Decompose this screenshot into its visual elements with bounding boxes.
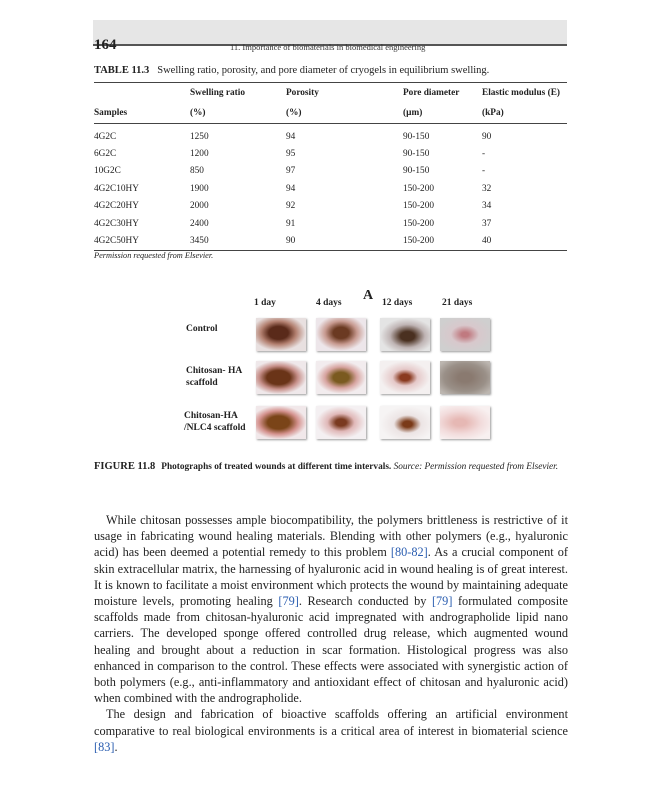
figure-wound-photos (180, 288, 500, 448)
table-row (94, 232, 567, 250)
table-cell: 2400 (190, 218, 209, 229)
page-number: 164 (94, 37, 117, 53)
text: . Research conducted by (298, 594, 432, 609)
table-row (94, 145, 567, 162)
paragraph (94, 706, 568, 755)
wound-photo (380, 406, 430, 439)
column-label: 1 day (254, 298, 276, 308)
table-cell: 1250 (190, 131, 209, 142)
column-label: 21 days (442, 298, 473, 308)
text: While chitosan possesses ample biocompatibility, the polymers brittleness is restrictive of it usage in fabricating wound healing materials. Blending with other polymers (e.g., hyaluronic acid) has been deemed a potential remedy to this problem (94, 513, 568, 560)
row-label-line: Control (186, 324, 218, 334)
wound-photo (256, 318, 306, 351)
wound-photo (316, 406, 366, 439)
table-cell: 32 (482, 183, 492, 194)
table-cell: 2000 (190, 201, 209, 212)
table-header: (%) (190, 102, 286, 124)
table-cell: 37 (482, 218, 492, 229)
wound-photo (316, 361, 366, 394)
data-table (94, 82, 567, 251)
table-cell: 4G2C20HY (94, 201, 139, 212)
table-cell: 90-150 (403, 149, 430, 160)
table-row (94, 124, 567, 146)
table-header: Porosity (286, 87, 319, 98)
table-row (94, 215, 567, 232)
table-row (94, 163, 567, 180)
body-text (94, 512, 568, 755)
table-cell: 94 (286, 183, 296, 194)
text: . As a crucial component of skin extracellular matrix, the harnessing of hyaluronic acid in wound healing is of great interest. It is known to facilitate a moist environment which protects the wound by maintaining adequate moisture levels, promoting healing (94, 545, 568, 609)
table-caption (94, 65, 489, 76)
figure-source: Source: Permission requested from Elsevier. (393, 462, 559, 472)
table-cell: 10G2C (94, 166, 121, 177)
table-cell: - (482, 166, 486, 177)
table-header-row (94, 102, 567, 124)
column-label: 4 days (316, 298, 342, 308)
table-cell: 4G2C10HY (94, 183, 139, 194)
row-label (186, 365, 242, 389)
table-cell: 1900 (190, 183, 209, 194)
text: . (114, 739, 118, 754)
table-header: (%) (286, 102, 403, 124)
wound-photo (440, 406, 490, 439)
wound-photo (380, 318, 430, 351)
table-cell: 6G2C (94, 149, 117, 160)
table-row (94, 180, 567, 197)
panel-label: A (363, 288, 374, 303)
table-header: Elastic modulus (E) (482, 87, 561, 98)
figure-label: FIGURE 11.8 (94, 461, 156, 472)
row-label-line: Chitosan-HA (184, 411, 238, 421)
table-cell: 150-200 (403, 218, 434, 229)
table-note: Permission requested from Elsevier. (94, 251, 214, 260)
table-cell: 850 (190, 166, 204, 177)
table-cell: 94 (286, 131, 296, 142)
row-label-line: /NLC4 scaffold (184, 423, 246, 433)
table-header: Pore diameter (403, 87, 460, 98)
paragraph (94, 512, 568, 706)
wound-photo (440, 361, 490, 394)
text: The design and fabrication of bioactive scaffolds offering an artificial environment comparative to real biological environments is a critical area of interest in biomaterial science (94, 707, 568, 738)
wound-photo (380, 361, 430, 394)
table-cell: 4G2C50HY (94, 236, 139, 247)
running-head: 11. Importance of biomaterials in biomedical engineering (230, 42, 426, 52)
table-cell: 4G2C (94, 131, 117, 142)
table-header: Swelling ratio (190, 87, 246, 98)
table-cell: 97 (286, 166, 296, 177)
table-cell: 150-200 (403, 236, 434, 247)
table-header: (kPa) (482, 102, 567, 124)
table-label: TABLE 11.3 (94, 65, 150, 76)
table-cell: 90-150 (403, 131, 430, 142)
text: formulated composite scaffolds made from chitosan-hyaluronic acid impregnated with andrographolide lipid nano carriers. The developed sponge offered controlled drug release, which augmented wound healing and brought about a reduction in scar formation. Histological progress was also enhanced in comparison to the control. These effects were associated with synergistic action of both polymers (e.g., anti-inflammatory and antioxidant effect of chitosan and hyaluronic acid) when combined with the andrographolide. (94, 594, 568, 706)
table-cell: 150-200 (403, 201, 434, 212)
citation-link[interactable]: [79] (431, 594, 453, 609)
table-cell: 1200 (190, 149, 209, 160)
table-cell: 92 (286, 201, 296, 212)
table-cell: 4G2C30HY (94, 218, 139, 229)
figure-caption-text: Photographs of treated wounds at different time intervals. (161, 462, 392, 472)
wound-photo (256, 406, 306, 439)
table-cell: - (482, 149, 486, 160)
citation-link[interactable]: [83] (94, 739, 115, 754)
row-label (184, 410, 246, 434)
table-cell: 90 (482, 131, 492, 142)
table-header-row (94, 83, 567, 103)
table-header: (µm) (403, 102, 482, 124)
table-cell: 90-150 (403, 166, 430, 177)
column-label: 12 days (382, 298, 413, 308)
table-cell: 150-200 (403, 183, 434, 194)
row-label (186, 323, 218, 335)
table-cell: 3450 (190, 236, 209, 247)
table-row (94, 198, 567, 215)
table-cell: 90 (286, 236, 296, 247)
table-header: Samples (94, 102, 190, 124)
row-label-line: Chitosan- HA (186, 366, 243, 376)
wound-photo (256, 361, 306, 394)
wound-photo (316, 318, 366, 351)
row-label-line: scaffold (186, 378, 218, 388)
citation-link[interactable]: [79] (278, 594, 299, 609)
citation-link[interactable]: [80-82] (390, 545, 428, 560)
table-cell: 91 (286, 218, 296, 229)
table-caption-text: Swelling ratio, porosity, and pore diameter of cryogels in equilibrium swelling. (157, 65, 490, 76)
table-cell: 40 (482, 236, 492, 247)
table-cell: 95 (286, 149, 296, 160)
wound-photo (440, 318, 490, 351)
table-cell: 34 (482, 201, 492, 212)
figure-caption (94, 461, 568, 473)
table-header (94, 83, 190, 103)
